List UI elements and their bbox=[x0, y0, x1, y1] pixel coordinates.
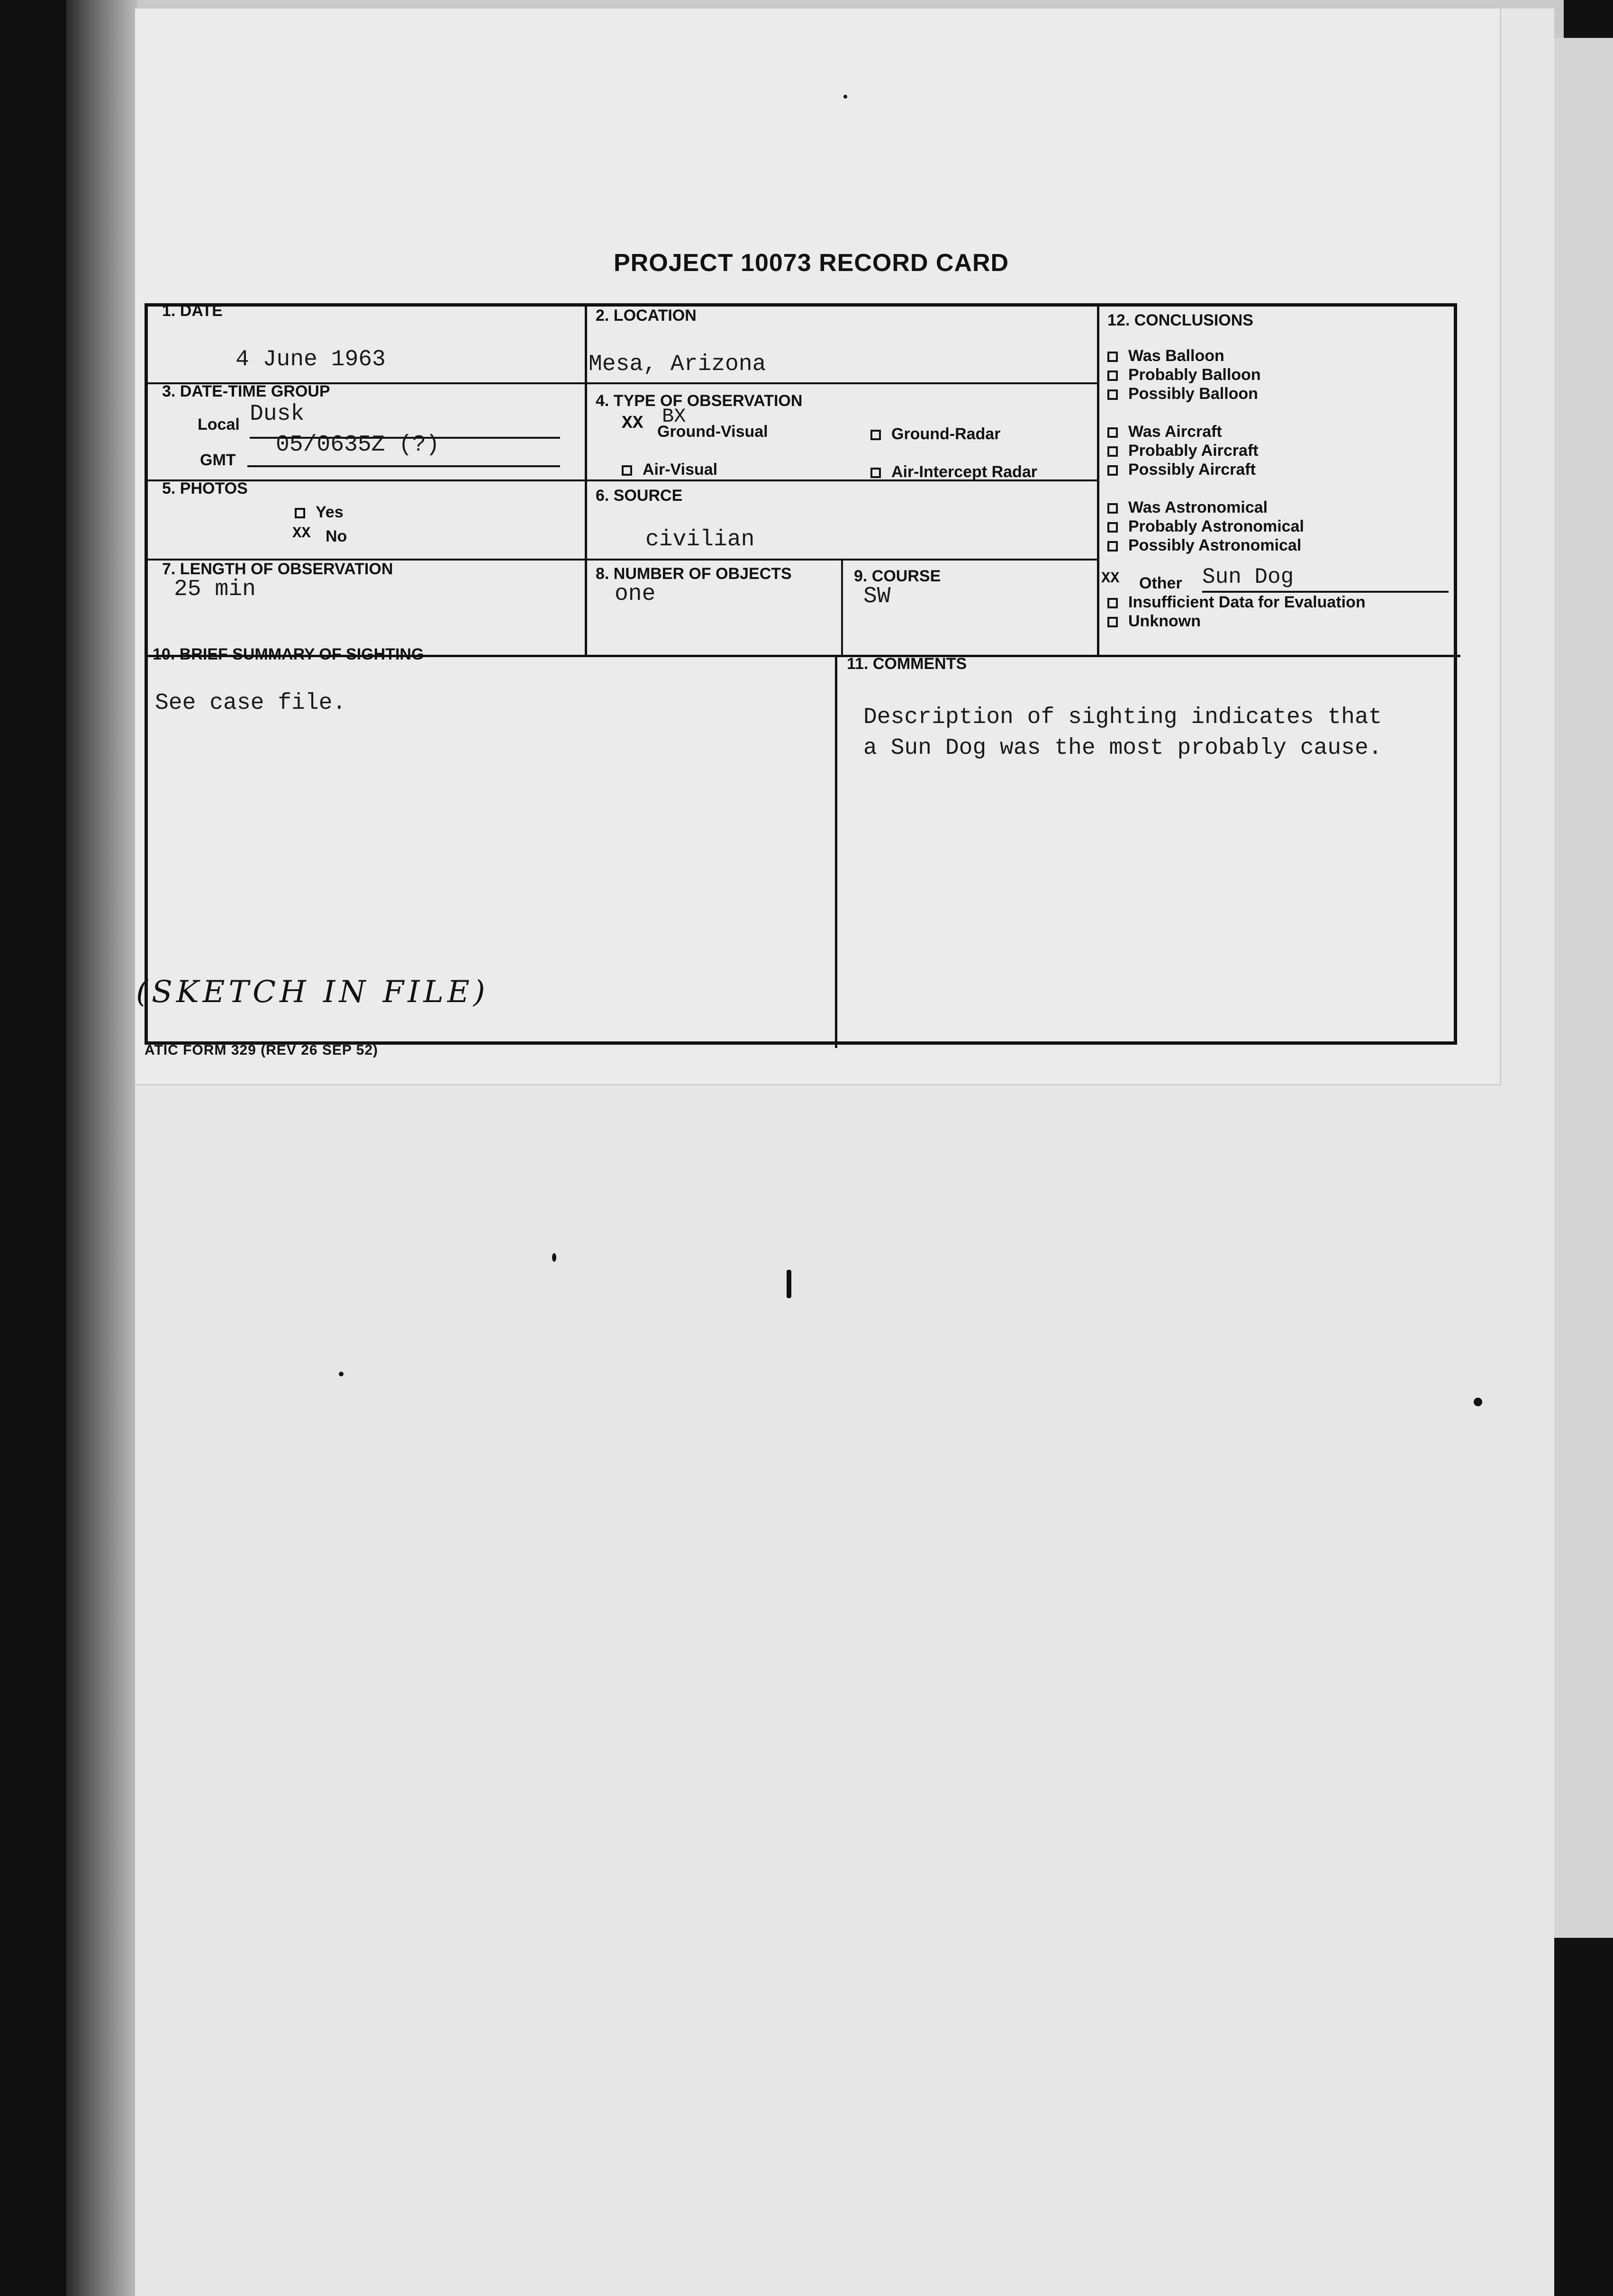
conclusion-possibly-astronomical bbox=[1107, 536, 1301, 555]
source-value: civilian bbox=[645, 527, 755, 552]
possibly-balloon-checkbox bbox=[1107, 389, 1118, 400]
local-time-value: Dusk bbox=[250, 401, 305, 427]
air-intercept-radar-label: Air-Intercept Radar bbox=[891, 463, 1037, 481]
scan-speck bbox=[552, 1253, 556, 1262]
length-of-observation-label: 7. LENGTH OF OBSERVATION bbox=[162, 560, 393, 578]
divider-col-2 bbox=[1097, 307, 1099, 655]
photos-no-mark: XX bbox=[292, 524, 311, 542]
probably-aircraft-checkbox bbox=[1107, 446, 1118, 457]
was-balloon-checkbox bbox=[1107, 352, 1118, 362]
comments-label: 11. COMMENTS bbox=[847, 655, 967, 673]
ground-radar-label: Ground-Radar bbox=[891, 425, 1001, 443]
conclusion-other-label: Other bbox=[1139, 574, 1182, 592]
scan-speck bbox=[843, 95, 847, 99]
ground-radar-checkbox bbox=[870, 430, 881, 440]
unknown-label: Unknown bbox=[1128, 612, 1201, 630]
number-of-objects-label: 8. NUMBER OF OBJECTS bbox=[596, 565, 792, 583]
divider-col-4 bbox=[835, 655, 837, 1048]
page-edge-shadow bbox=[66, 0, 137, 2296]
was-aircraft-label: Was Aircraft bbox=[1128, 423, 1222, 441]
was-astronomical-label: Was Astronomical bbox=[1128, 498, 1268, 516]
divider-col-3 bbox=[841, 559, 843, 655]
possibly-aircraft-checkbox bbox=[1107, 465, 1118, 476]
insufficient-data-label: Insufficient Data for Evaluation bbox=[1128, 593, 1366, 611]
probably-astronomical-label: Probably Astronomical bbox=[1128, 517, 1304, 535]
number-of-objects-value: one bbox=[615, 581, 656, 607]
ground-visual-option: Ground-Visual bbox=[657, 423, 768, 441]
ground-visual-mark: XX bbox=[622, 413, 643, 434]
conclusions-label: 12. CONCLUSIONS bbox=[1107, 311, 1253, 329]
air-visual-option bbox=[622, 461, 717, 479]
comments-line-1: Description of sighting indicates that bbox=[863, 705, 1382, 730]
conclusion-probably-balloon bbox=[1107, 366, 1261, 384]
gmt-label: GMT bbox=[200, 451, 236, 469]
was-astronomical-checkbox bbox=[1107, 503, 1118, 514]
air-visual-checkbox bbox=[622, 465, 632, 476]
comments-line-2: a Sun Dog was the most probably cause. bbox=[863, 735, 1382, 761]
local-time-label: Local bbox=[198, 416, 240, 434]
ground-radar-option bbox=[870, 425, 1000, 443]
photos-yes-option bbox=[295, 503, 344, 522]
insufficient-data-checkbox bbox=[1107, 598, 1118, 608]
probably-balloon-checkbox bbox=[1107, 371, 1118, 381]
gmt-time-line bbox=[247, 465, 560, 467]
unknown-checkbox bbox=[1107, 617, 1118, 627]
air-intercept-radar-checkbox bbox=[870, 468, 881, 478]
photos-yes-label: Yes bbox=[316, 503, 344, 521]
conclusion-other-value: Sun Dog bbox=[1202, 565, 1294, 589]
length-of-observation-value: 25 min bbox=[174, 577, 256, 602]
photos-yes-checkbox bbox=[295, 508, 305, 518]
location-label: 2. LOCATION bbox=[596, 307, 697, 325]
card-title: PROJECT 10073 RECORD CARD bbox=[614, 249, 1009, 277]
possibly-balloon-label: Possibly Balloon bbox=[1128, 385, 1258, 403]
course-value: SW bbox=[863, 584, 891, 609]
conclusion-was-aircraft bbox=[1107, 423, 1222, 441]
probably-astronomical-checkbox bbox=[1107, 522, 1118, 533]
sketch-in-file-note: (SKETCH IN FILE) bbox=[136, 975, 489, 1010]
conclusion-was-astronomical bbox=[1107, 498, 1268, 517]
probably-aircraft-label: Probably Aircraft bbox=[1128, 442, 1259, 460]
photos-no-label: No bbox=[326, 527, 347, 545]
conclusion-was-balloon bbox=[1107, 347, 1224, 365]
was-balloon-label: Was Balloon bbox=[1128, 347, 1224, 365]
possibly-aircraft-label: Possibly Aircraft bbox=[1128, 461, 1256, 479]
probably-balloon-label: Probably Balloon bbox=[1128, 366, 1261, 384]
source-label: 6. SOURCE bbox=[596, 487, 683, 505]
gmt-time-value: 05/0635Z (?) bbox=[276, 432, 440, 458]
record-card-form bbox=[136, 302, 1457, 1045]
was-aircraft-checkbox bbox=[1107, 427, 1118, 438]
scan-speck bbox=[1474, 1398, 1482, 1406]
type-of-observation-label: 4. TYPE OF OBSERVATION bbox=[596, 392, 803, 410]
date-time-group-label: 3. DATE-TIME GROUP bbox=[162, 382, 330, 400]
conclusion-insufficient-data bbox=[1107, 593, 1366, 612]
observation-annotation: BX bbox=[662, 405, 686, 428]
conclusion-probably-aircraft bbox=[1107, 442, 1259, 460]
conclusion-other-mark: XX bbox=[1101, 569, 1120, 587]
date-value: 4 June 1963 bbox=[236, 347, 386, 372]
photos-label: 5. PHOTOS bbox=[162, 479, 248, 497]
form-number: ATIC FORM 329 (REV 26 SEP 52) bbox=[145, 1042, 379, 1058]
air-visual-label: Air-Visual bbox=[643, 461, 718, 479]
conclusion-probably-astronomical bbox=[1107, 517, 1304, 536]
date-label: 1. DATE bbox=[162, 302, 223, 320]
course-label: 9. COURSE bbox=[854, 567, 941, 585]
brief-summary-value: See case file. bbox=[155, 690, 346, 716]
possibly-astronomical-label: Possibly Astronomical bbox=[1128, 536, 1302, 554]
conclusion-unknown bbox=[1107, 612, 1201, 631]
air-intercept-radar-option bbox=[870, 463, 1037, 481]
scan-speck bbox=[339, 1372, 344, 1376]
possibly-astronomical-checkbox bbox=[1107, 541, 1118, 551]
conclusion-possibly-balloon bbox=[1107, 385, 1258, 403]
brief-summary-label: 10. BRIEF SUMMARY OF SIGHTING bbox=[153, 645, 424, 663]
conclusion-other-line bbox=[1202, 591, 1449, 593]
location-value: Mesa, Arizona bbox=[589, 352, 766, 377]
scan-speck bbox=[787, 1270, 791, 1298]
conclusion-possibly-aircraft bbox=[1107, 461, 1256, 479]
